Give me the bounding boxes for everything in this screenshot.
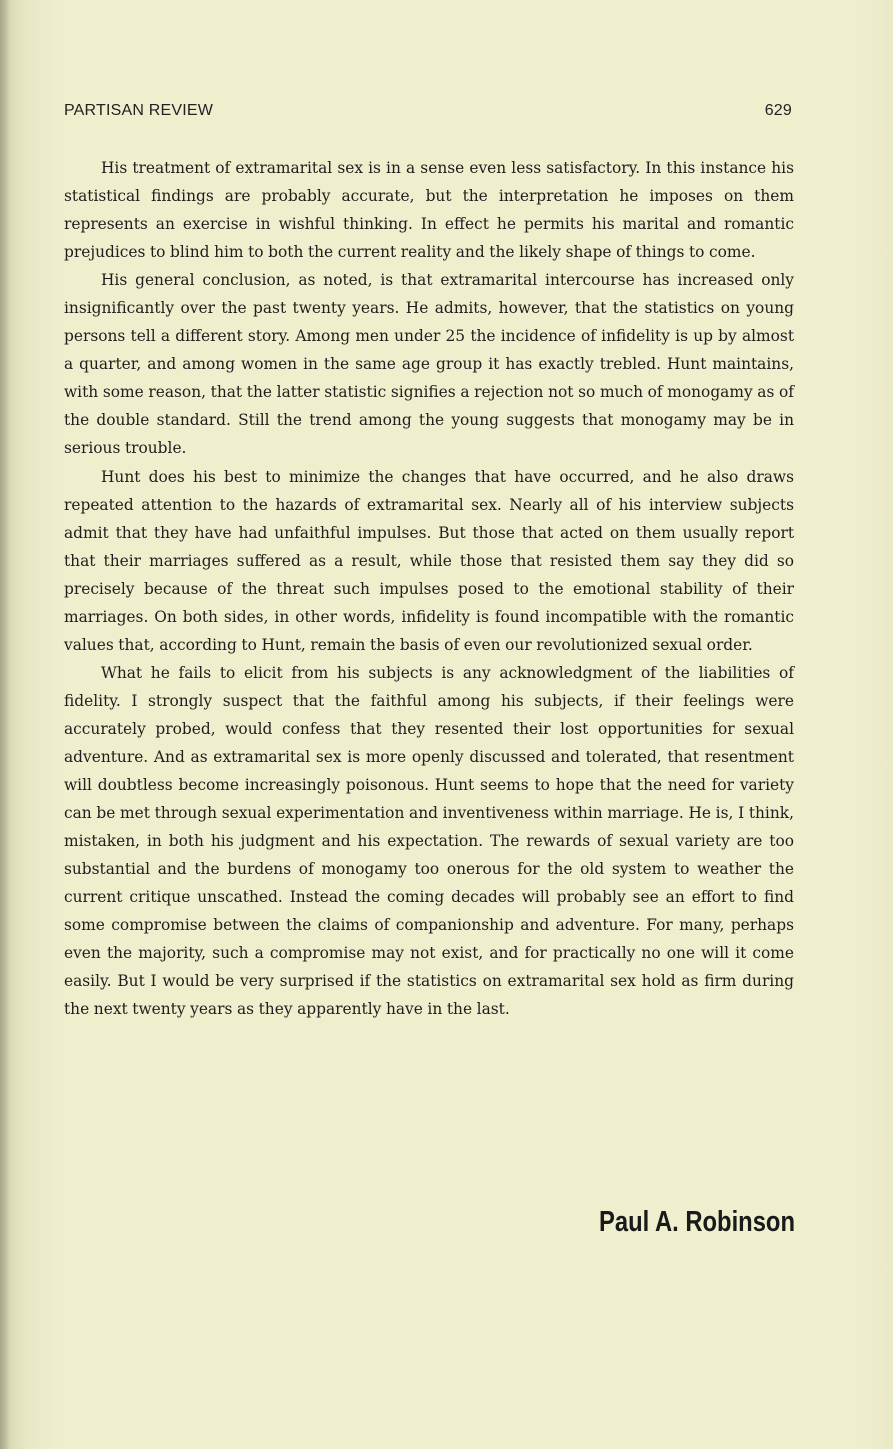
paragraph-1: His treatment of extramarital sex is in a sense even less satisfactory. In this instance his statistical findings are probably accurate, but the interpretation he imposes on them represents an exercise in wishful thinking. In effect he permits his marital and romantic prejudices to blind him to both the current reality and the likely shape of things to come. xyxy=(64,159,794,262)
paragraph-2: His general conclusion, as noted, is that extramarital intercourse has increased only insignificantly over the past twenty years. He admits, however, that the statistics on young persons tell a different story. Among men under 25 the incidence of infidelity is up by almost a quarter, and among women in the same age group it has exactly trebled. Hunt maintains, with some reason, that the latter statistic signifies a rejection not so much of monogamy as of the double standard. Still the trend among the young suggests that monogamy may be in serious trouble. xyxy=(64,271,794,458)
article-body xyxy=(64,154,794,1023)
paragraph-3: Hunt does his best to minimize the changes that have occurred, and he also draws repeated attention to the hazards of extramarital sex. Nearly all of his interview subjects admit that they have had unfaithful impulses. But those that acted on them usually report that their marriages suffered as a result, while those that resisted them say they did so precisely because of the threat such impulses posed to the emotional stability of their marriages. On both sides, in other words, infidelity is found incompatible with the romantic values that, according to Hunt, remain the basis of even our revolutionized sexual order. xyxy=(64,467,794,654)
paragraph-4: What he fails to elicit from his subjects is any acknowledgment of the liabilities of fidelity. I strongly suspect that the faithful among his subjects, if their feelings were accurately probed, would confess that they resented their lost opportunities for sexual adventure. And as extramarital sex is more openly discussed and tolerated, that resentment will doubtless become increasingly poisonous. Hunt seems to hope that the need for variety can be met through sexual experimentation and inventiveness within marriage. He is, I think, mistaken, in both his judgment and his expectation. The rewards of sexual variety are too substantial and the burdens of monogamy too onerous for the old system to weather the current critique unscathed. Instead the coming decades will probably see an effort to find some compromise between the claims of companionship and adventure. For many, perhaps even the majority, such a compromise may not exist, and for practically no one will it come easily. But I would be very surprised if the statistics on extramarital sex hold as firm during the next twenty years as they apparently have in the last. xyxy=(64,663,794,1019)
running-head xyxy=(64,102,792,126)
page-number: 629 xyxy=(764,102,792,119)
journal-name: PARTISAN REVIEW xyxy=(64,102,214,119)
spine-shadow xyxy=(0,0,10,1449)
author-signature: Paul A. Robinson xyxy=(599,1206,795,1238)
